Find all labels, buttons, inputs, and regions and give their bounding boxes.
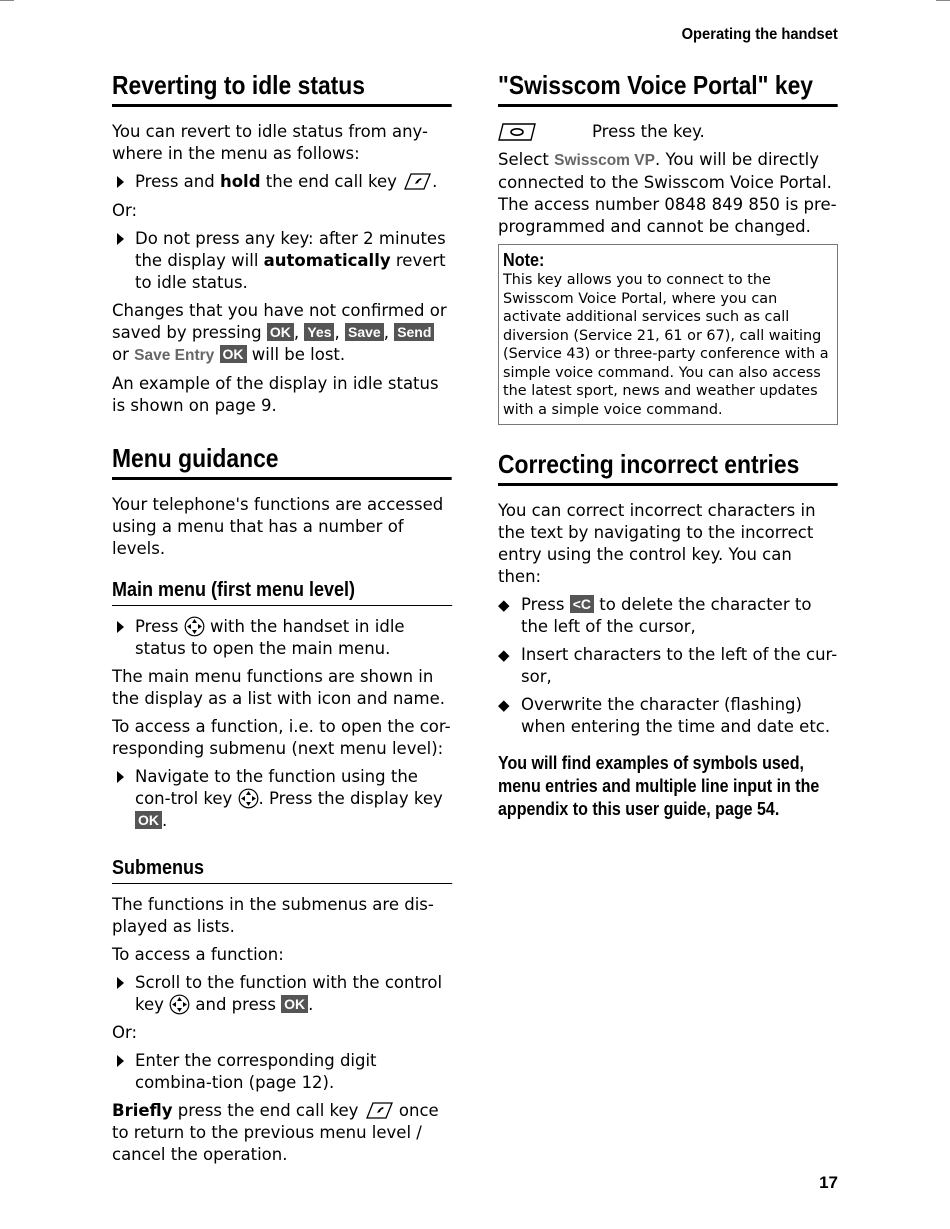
heading-reverting-idle: Reverting to idle status <box>112 70 452 107</box>
press-key-row <box>498 121 838 143</box>
diamond-bullet-icon: ◆ <box>498 596 510 614</box>
correct-bullet-overwrite <box>498 694 838 738</box>
or-word: or <box>112 345 129 364</box>
bullet-text: to delete the character to the left of the cursor, <box>521 595 812 636</box>
or-label: Or: <box>112 1023 138 1042</box>
access-desc: To access a function, i.e. to open the cor-responding submenu (next menu level): <box>112 717 451 758</box>
note-box <box>498 244 838 425</box>
diamond-bullet-icon: ◆ <box>498 646 510 664</box>
main-menu-desc: The main menu functions are shown in the display as a list with icon and name. <box>112 667 445 708</box>
note-title: Note: <box>503 250 545 270</box>
send-key-label: Send <box>394 323 434 341</box>
end-call-key-icon <box>402 173 432 190</box>
step-text: Scroll to the function with the control key <box>135 973 443 1014</box>
save-key-label: Save <box>345 323 384 341</box>
correct-bullet-insert <box>498 644 838 688</box>
save-entry-menu-label: Save Entry <box>134 347 215 364</box>
heading-correcting-entries: Correcting incorrect entries <box>498 449 838 486</box>
control-key-icon <box>238 788 259 809</box>
briefly-para <box>112 1100 452 1166</box>
revert-intro: You can revert to idle status from any-where in the menu as follows: <box>112 122 428 163</box>
arrow-bullet-icon <box>112 972 135 1016</box>
control-key-icon <box>184 616 205 637</box>
step-bold: automatically <box>263 251 391 270</box>
step-text: . Press the display key <box>258 789 443 808</box>
ok-key-label: OK <box>220 345 247 363</box>
step-text: Do not press any key: after 2 minutes the display will <box>135 229 446 270</box>
arrow-bullet-icon <box>112 171 135 194</box>
arrow-bullet-icon <box>112 1050 135 1094</box>
running-head: Operating the handset <box>681 26 838 43</box>
correct-bullet-delete <box>498 594 838 638</box>
revert-changes: Changes that you have not confirmed or saved by pressing OK , Yes , Save , Send or Save Entry OK will be lost. <box>112 301 447 364</box>
heading-voice-portal-key: "Swisscom Voice Portal" key <box>498 70 838 107</box>
left-column <box>112 70 452 1172</box>
menu-intro: Your telephone's functions are accessed using a menu that has a number of levels. <box>112 495 444 558</box>
end-call-key-icon <box>364 1102 394 1119</box>
bullet-text: Overwrite the character (flashing) when entering the time and date etc. <box>521 695 831 736</box>
step-bold: hold <box>219 172 261 191</box>
heading-main-menu: Main menu (first menu level) <box>112 578 452 606</box>
select-para <box>498 149 838 238</box>
swisscom-vp-menu-label: Swisscom VP <box>554 152 655 169</box>
crop-mark-right <box>936 0 950 1</box>
delete-key-label: <C <box>570 595 594 613</box>
revert-step-hold: Press and hold the end call key . <box>112 171 452 194</box>
bullet-text: Press <box>521 595 565 614</box>
step-text: Enter the corresponding digit combina-tion (page 12). <box>135 1051 377 1092</box>
select-text: . You will be directly connected to the Swisscom Voice Portal. The access number 0848 849 850 is pre-programmed and cannot be changed. <box>498 150 837 236</box>
briefly-text: press the end call key <box>172 1101 359 1120</box>
changes-text: will be lost. <box>251 345 346 364</box>
briefly-text: once to return to the previous menu level / cancel the operation. <box>112 1101 439 1164</box>
step-text: with the handset in idle status to open the main menu. <box>135 617 405 658</box>
or-label: Or: <box>112 201 138 220</box>
idle-example: An example of the display in idle status is shown on page 9. <box>112 374 439 415</box>
select-text: Select <box>498 150 549 169</box>
heading-menu-guidance: Menu guidance <box>112 443 452 480</box>
submenu-access: To access a function: <box>112 945 284 964</box>
press-key-text: Press the key. <box>592 122 705 141</box>
ok-key-label: OK <box>281 995 308 1013</box>
ok-key-label: OK <box>267 323 294 341</box>
heading-submenus: Submenus <box>112 856 452 884</box>
voice-portal-key-icon <box>498 123 536 141</box>
right-column <box>498 70 838 821</box>
navigate-step: Navigate to the function using the con-trol key . Press the display key OK . <box>112 766 452 832</box>
changes-text: Changes that you have not confirmed or saved by pressing <box>112 301 447 342</box>
bullet-text: Insert characters to the left of the cur-sor, <box>521 645 838 686</box>
arrow-bullet-icon <box>112 228 135 294</box>
revert-step-wait <box>112 228 452 294</box>
control-key-icon <box>169 994 190 1015</box>
yes-key-label: Yes <box>304 323 334 341</box>
arrow-bullet-icon <box>112 616 135 660</box>
submenu-desc: The functions in the submenus are dis-played as lists. <box>112 895 434 936</box>
arrow-bullet-icon <box>112 766 135 832</box>
briefly-bold: Briefly <box>112 1101 173 1120</box>
crop-mark-left <box>0 0 14 1</box>
step-text: revert to idle status. <box>135 251 446 292</box>
step-text: the end call key <box>260 172 397 191</box>
step-text: Press and <box>135 172 220 191</box>
main-menu-step <box>112 616 452 660</box>
page-number: 17 <box>819 1173 838 1192</box>
step-text: Navigate to the function using the con-trol key <box>135 767 418 808</box>
ok-key-label: OK <box>135 811 162 829</box>
diamond-bullet-icon: ◆ <box>498 696 510 714</box>
digit-step <box>112 1050 452 1094</box>
appendix-reference: You will find examples of symbols used, menu entries and multiple line input in the appendix to this user guide, page 54. <box>498 753 820 819</box>
correct-intro: You can correct incorrect characters in the text by navigating to the incorrect entry using the control key. You can then: <box>498 501 816 586</box>
note-body: This key allows you to connect to the Swisscom Voice Portal, where you can activate additional services such as call diversion (Service 21, 61 or 67), call waiting (Service 43) or three-party conference with a simple voice command. You can also access the latest sport, news and weather updates with a simple voice command. <box>503 272 829 418</box>
step-text: Press <box>135 617 179 636</box>
step-text: and press <box>195 995 276 1014</box>
scroll-step: Scroll to the function with the control key and press OK . <box>112 972 452 1016</box>
